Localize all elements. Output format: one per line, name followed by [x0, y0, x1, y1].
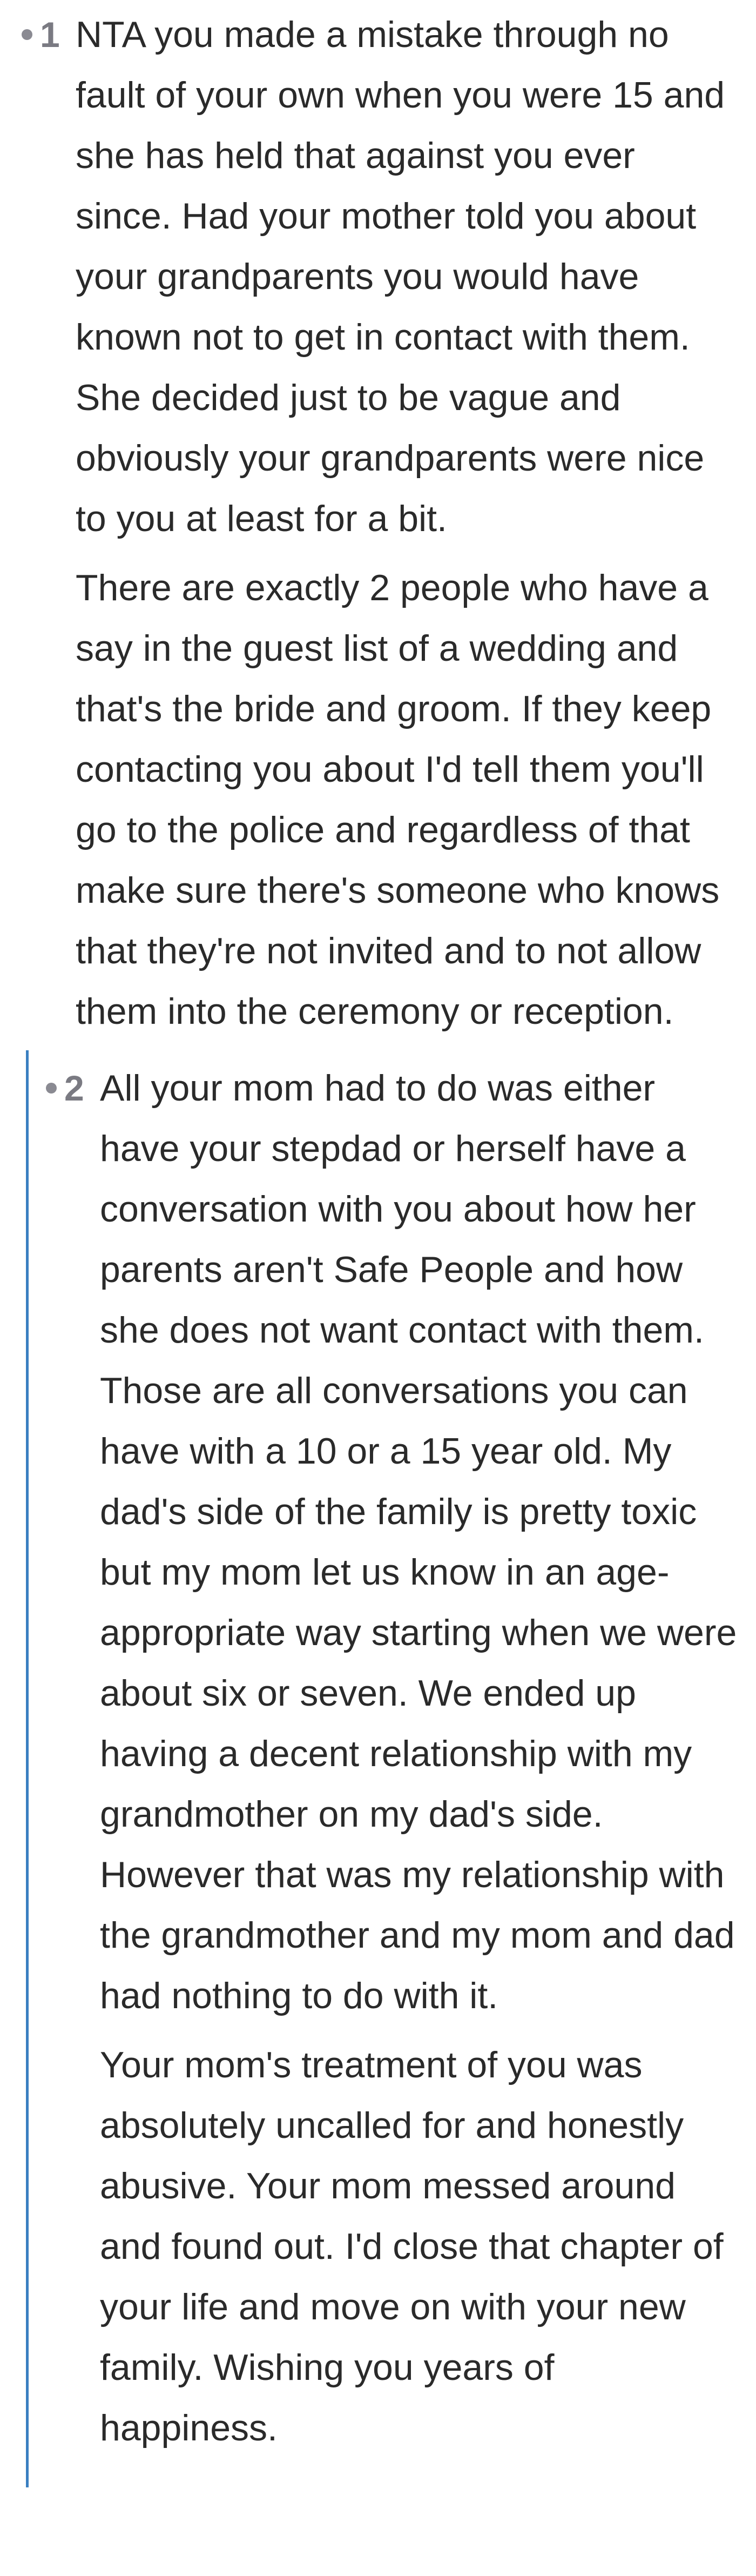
- comment-meta: [22, 4, 60, 65]
- comment-score[interactable]: 2: [64, 1068, 84, 1108]
- comment-paragraph: All your mom had to do was either have your stepdad or herself have a conversation with you about how her parents aren't Safe People and how she does not want contact with them. Those are all conversations you can have with a 10 or a 15 year old. My dad's side of the family is pretty toxic but my mom let us know in an age-appropriate way starting when we were about six or seven. We ended up having a decent relationship with my grandmother on my dad's side. However that was my relationship with the grandmother and my mom and dad had nothing to do with it.: [100, 1068, 737, 2016]
- comment-2-reply: [26, 1050, 756, 2487]
- comment-paragraph: Your mom's treatment of you was absolutely uncalled for and honestly abusive. Your mom messed around and found out. I'd close that chapter of your life and move on with your new family. Wishing you years of happiness.: [100, 2044, 724, 2448]
- comment-paragraph: NTA you made a mistake through no fault of your own when you were 15 and she has held that against you ever since. Had your mother told you about your grandparents you would have known not to get in contact with them. She decided just to be vague and obviously your grandparents were nice to you at least for a bit.: [76, 14, 725, 539]
- comment-1: [0, 0, 756, 1042]
- comment-body: [76, 4, 738, 1042]
- bullet-icon: [46, 1083, 57, 1094]
- comment-meta: [46, 1058, 84, 1118]
- comment-body: [100, 1058, 738, 2458]
- comment-paragraph: There are exactly 2 people who have a say in the guest list of a wedding and that's the bride and groom. If they keep contacting you about I'd tell them you'll go to the police and regardless of that make sure there's someone who knows that they're not invited and to not allow them into the ceremony or reception.: [76, 567, 720, 1032]
- comment-score[interactable]: 1: [40, 15, 60, 55]
- bullet-icon: [22, 29, 32, 40]
